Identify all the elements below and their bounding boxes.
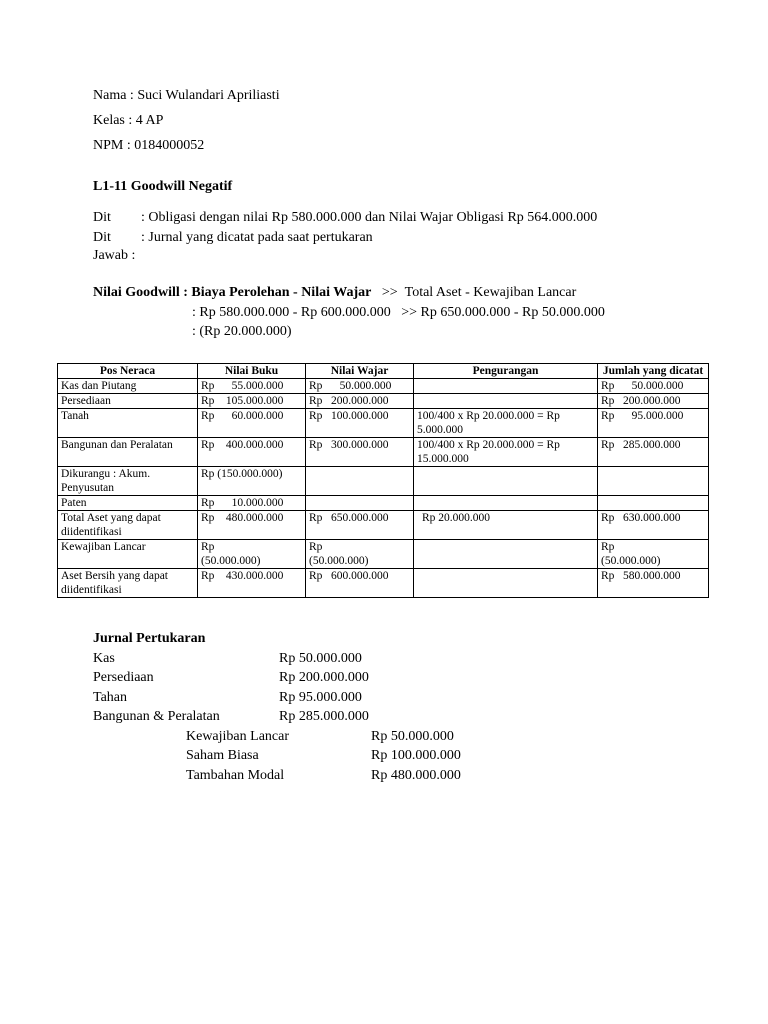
cell-pos: Dikurangu : Akum. Penyusutan (58, 467, 198, 496)
credit-amount: Rp 50.000.000 (371, 728, 454, 744)
debit-account: Kas (93, 650, 115, 666)
cell-nilai-wajar: Rp 650.000.000 (306, 511, 414, 540)
table-row (58, 496, 709, 511)
debit-amount: Rp 95.000.000 (279, 689, 362, 705)
debit-amount: Rp 200.000.000 (279, 670, 369, 685)
credit-amount: Rp 100.000.000 (371, 748, 461, 763)
goodwill-calc (192, 304, 605, 321)
goodwill-formula-right: Total Aset - Kewajiban Lancar (404, 285, 577, 300)
credit-account: Tambahan Modal (186, 767, 285, 783)
cell-nilai-wajar: Rp 300.000.000 (306, 438, 414, 467)
credit-account: Kewajiban Lancar (186, 728, 289, 744)
header-nilai-wajar: Nilai Wajar (306, 364, 414, 379)
cell-pengurangan (414, 496, 598, 511)
cell-jumlah: Rp 95.000.000 (598, 409, 709, 438)
cell-nilai-wajar: Rp 600.000.000 (306, 569, 414, 598)
cell-pos: Paten (58, 496, 198, 511)
cell-pos: Aset Bersih yang dapat diidentifikasi (58, 569, 198, 598)
student-class: Kelas : 4 AP (93, 113, 164, 128)
header-pengurangan: Pengurangan (414, 364, 598, 379)
table-row (58, 511, 709, 540)
journal-credit-row (93, 727, 513, 747)
table-header-row (58, 364, 709, 379)
cell-pos: Bangunan dan Peralatan (58, 438, 198, 467)
cell-nilai-wajar: Rp 100.000.000 (306, 409, 414, 438)
cell-nilai-buku: Rp 430.000.000 (198, 569, 306, 598)
cell-pengurangan (414, 540, 598, 569)
table-row (58, 438, 709, 467)
table-row (58, 467, 709, 496)
cell-pos: Total Aset yang dapat diidentifikasi (58, 511, 198, 540)
student-npm: NPM : 0184000052 (93, 138, 205, 153)
cell-pos: Kas dan Piutang (58, 379, 198, 394)
credit-amount: Rp 480.000.000 (371, 767, 461, 783)
answer-label: Jawab (93, 248, 128, 263)
credit-account: Saham Biasa (186, 748, 259, 763)
journal-debit-row (93, 668, 513, 688)
cell-nilai-wajar (306, 467, 414, 496)
journal-debit-row (93, 688, 513, 708)
given-text: : Obligasi dengan nilai Rp 580.000.000 dan Nilai Wajar Obligasi Rp 564.000.000 (141, 210, 598, 225)
journal-title: Jurnal Pertukaran (93, 631, 206, 646)
cell-pengurangan (414, 379, 598, 394)
cell-jumlah: Rp (50.000.000) (598, 540, 709, 569)
journal-credit-row (93, 766, 513, 786)
answer-line (93, 247, 135, 264)
cell-jumlah: Rp 50.000.000 (598, 379, 709, 394)
table-row (58, 540, 709, 569)
cell-pengurangan (414, 394, 598, 409)
debit-account: Bangunan & Peralatan (93, 709, 220, 724)
given-label: Dit (93, 210, 111, 225)
cell-nilai-buku: Rp 60.000.000 (198, 409, 306, 438)
cell-nilai-buku: Rp 480.000.000 (198, 511, 306, 540)
cell-nilai-buku: Rp (150.000.000) (198, 467, 306, 496)
journal-debit-row (93, 649, 513, 669)
debit-account: Persediaan (93, 670, 154, 685)
table-row (58, 379, 709, 394)
cell-pos: Tanah (58, 409, 198, 438)
header-pos-neraca: Pos Neraca (58, 364, 198, 379)
cell-pos: Kewajiban Lancar (58, 540, 198, 569)
debit-amount: Rp 50.000.000 (279, 650, 362, 666)
cell-nilai-buku: Rp 55.000.000 (198, 379, 306, 394)
goodwill-result: : (Rp 20.000.000) (192, 324, 292, 339)
goodwill-calc-right: Rp 650.000.000 - Rp 50.000.000 (420, 305, 605, 320)
cell-jumlah: Rp 580.000.000 (598, 569, 709, 598)
cell-nilai-buku: Rp 10.000.000 (198, 496, 306, 511)
cell-nilai-wajar (306, 496, 414, 511)
cell-pengurangan: 100/400 x Rp 20.000.000 = Rp 5.000.000 (414, 409, 598, 438)
given-line-2 (93, 229, 373, 246)
cell-pos: Persediaan (58, 394, 198, 409)
cell-jumlah (598, 467, 709, 496)
student-name: Nama : Suci Wulandari Apriliasti (93, 88, 280, 103)
journal-debit-row (93, 707, 513, 727)
debit-account: Tahan (93, 689, 128, 705)
journal-credit-row (93, 746, 513, 766)
cell-pengurangan (414, 569, 598, 598)
arrow: >> (381, 285, 398, 300)
cell-nilai-buku: Rp (50.000.000) (198, 540, 306, 569)
cell-pengurangan: Rp 20.000.000 (414, 511, 598, 540)
answer-colon: : (131, 248, 136, 263)
cell-jumlah (598, 496, 709, 511)
cell-pengurangan: 100/400 x Rp 20.000.000 = Rp 15.000.000 (414, 438, 598, 467)
header-jumlah-dicatat: Jumlah yang dicatat (598, 364, 709, 379)
table-row (58, 394, 709, 409)
cell-nilai-wajar: Rp 200.000.000 (306, 394, 414, 409)
cell-nilai-wajar: Rp (50.000.000) (306, 540, 414, 569)
goodwill-calc-left: : Rp 580.000.000 - Rp 600.000.000 (192, 305, 391, 320)
table-row (58, 409, 709, 438)
goodwill-formula (93, 284, 576, 301)
cell-jumlah: Rp 630.000.000 (598, 511, 709, 540)
section-title: L1-11 Goodwill Negatif (93, 179, 233, 194)
journal-entry (93, 629, 513, 785)
debit-amount: Rp 285.000.000 (279, 709, 369, 724)
given-text: : Jurnal yang dicatat pada saat pertukaran (141, 230, 373, 245)
cell-pengurangan (414, 467, 598, 496)
table-row (58, 569, 709, 598)
arrow: >> (401, 305, 418, 320)
balance-sheet-table (57, 363, 709, 598)
header-nilai-buku: Nilai Buku (198, 364, 306, 379)
given-line-1 (93, 209, 597, 226)
cell-jumlah: Rp 285.000.000 (598, 438, 709, 467)
goodwill-label: Nilai Goodwill : Biaya Perolehan - Nilai Wajar (93, 285, 372, 300)
cell-nilai-wajar: Rp 50.000.000 (306, 379, 414, 394)
cell-nilai-buku: Rp 105.000.000 (198, 394, 306, 409)
cell-jumlah: Rp 200.000.000 (598, 394, 709, 409)
given-label: Dit (93, 230, 111, 245)
cell-nilai-buku: Rp 400.000.000 (198, 438, 306, 467)
